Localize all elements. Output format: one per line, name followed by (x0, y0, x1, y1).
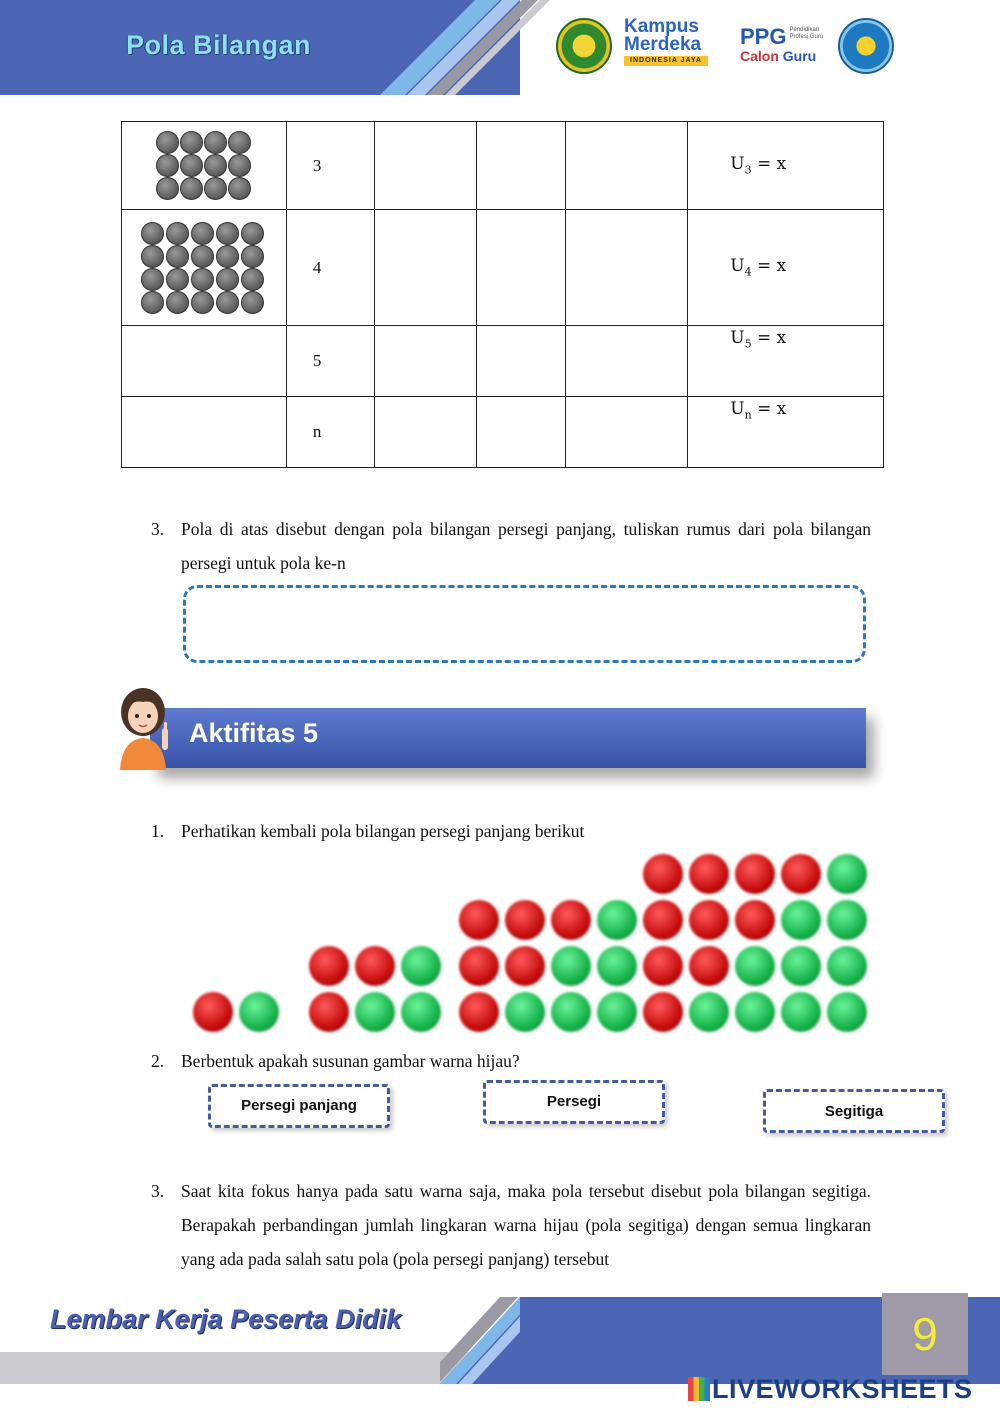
grey-dot (180, 177, 203, 200)
grey-dot (191, 268, 214, 291)
formula-cell[interactable]: $U_n = x$ (688, 397, 884, 468)
blank-cell[interactable] (374, 210, 476, 326)
option-persegi-panjang-button[interactable]: Persegi panjang (208, 1084, 390, 1128)
green-bead (401, 946, 441, 986)
red-bead (309, 992, 349, 1032)
blank-cell[interactable] (476, 397, 565, 468)
red-bead (355, 946, 395, 986)
kampus-merdeka-logo (624, 18, 719, 70)
item-text: Berbentuk apakah susunan gambar warna hijau? (181, 1051, 520, 1071)
grey-dot (191, 245, 214, 268)
green-bead (781, 992, 821, 1032)
table-row (122, 210, 884, 326)
grey-dot (228, 131, 251, 154)
red-bead (643, 992, 683, 1032)
green-bead (735, 992, 775, 1032)
grey-dot (204, 177, 227, 200)
red-bead (643, 900, 683, 940)
girl-pointing-icon (116, 684, 178, 770)
grey-dot (241, 222, 264, 245)
item-text: Saat kita fokus hanya pada satu warna saja, maka pola tersebut disebut pola bilangan segitiga. Berapakah perbandingan jumlah lingkaran warna hijau (pola segitiga) dengan semua lingkaran yang ada pada salah satu pola (pola persegi panjang) tersebut (181, 1181, 871, 1269)
red-bead (193, 992, 233, 1032)
pattern-table (121, 121, 884, 468)
item-text: Perhatikan kembali pola bilangan persegi panjang berikut (181, 821, 585, 841)
kampus-merdeka-text: Kampus Merdeka (624, 16, 702, 55)
figure-cell (122, 122, 287, 210)
red-bead (643, 854, 683, 894)
n-cell: 4 (286, 210, 374, 326)
grey-dot-figure (141, 222, 266, 314)
green-bead (597, 946, 637, 986)
green-bead (827, 854, 867, 894)
green-bead (735, 946, 775, 986)
table-row (122, 397, 884, 468)
figure-cell[interactable] (122, 326, 287, 397)
blank-cell[interactable] (476, 326, 565, 397)
green-bead (689, 992, 729, 1032)
grey-dot (216, 222, 239, 245)
grey-dot (204, 154, 227, 177)
grey-dot (166, 268, 189, 291)
green-bead (597, 900, 637, 940)
green-bead (551, 992, 591, 1032)
blank-cell[interactable] (566, 122, 688, 210)
formula-cell[interactable]: $U_3 = x$ (688, 122, 884, 210)
item-number: 2. (151, 1051, 165, 1071)
n-cell: 5 (286, 326, 374, 397)
liveworksheets-brand[interactable]: LIVEWORKSHEETS (688, 1374, 973, 1405)
formula-cell[interactable]: $U_5 = x$ (688, 326, 884, 397)
grey-dot (241, 291, 264, 314)
red-bead (459, 946, 499, 986)
calon-guru-text: Calon Guru (740, 48, 817, 64)
grey-dot (228, 177, 251, 200)
header-stripes (380, 0, 550, 95)
blank-cell[interactable] (374, 326, 476, 397)
red-bead (781, 854, 821, 894)
kampus-merdeka-tagline: INDONESIA JAYA (624, 56, 708, 66)
footer-title: Lembar Kerja Peserta Didik (50, 1304, 402, 1334)
grey-dot (166, 222, 189, 245)
n-cell: 3 (286, 122, 374, 210)
grey-dot (141, 222, 164, 245)
green-bead (239, 992, 279, 1032)
item-number: 3. (151, 1181, 165, 1201)
blank-cell[interactable] (566, 397, 688, 468)
grey-dot (228, 154, 251, 177)
grey-dot (166, 245, 189, 268)
grey-dot (141, 268, 164, 291)
green-bead (505, 992, 545, 1032)
formula-cell[interactable]: $U_4 = x$ (688, 210, 884, 326)
red-bead (689, 854, 729, 894)
answer-input[interactable] (183, 585, 866, 663)
blank-cell[interactable] (374, 397, 476, 468)
grey-dot (216, 245, 239, 268)
grey-dot (141, 291, 164, 314)
question-text: Pola di atas disebut dengan pola bilangan persegi panjang, tuliskan rumus dari pola bilangan persegi untuk pola ke-n (181, 519, 871, 573)
grey-dot (204, 131, 227, 154)
green-bead (597, 992, 637, 1032)
green-bead (401, 992, 441, 1032)
ppg-small-text: Pendidikan Profesi Guru (789, 27, 824, 40)
red-bead (643, 946, 683, 986)
ppg-logo (740, 24, 825, 64)
grey-dot (241, 245, 264, 268)
grey-dot (156, 177, 179, 200)
green-bead (827, 946, 867, 986)
green-bead (827, 992, 867, 1032)
grey-dot (141, 245, 164, 268)
red-bead (505, 946, 545, 986)
green-bead (781, 900, 821, 940)
item-number: 1. (151, 821, 165, 841)
grey-dot-figure (156, 131, 252, 200)
red-bead (689, 946, 729, 986)
blank-cell[interactable] (476, 122, 565, 210)
blank-cell[interactable] (566, 210, 688, 326)
grey-dot (216, 291, 239, 314)
n-cell: n (286, 397, 374, 468)
header-title: Pola Bilangan (126, 30, 312, 60)
grey-dot (191, 222, 214, 245)
blank-cell[interactable] (566, 326, 688, 397)
grey-dot (156, 154, 179, 177)
figure-cell (122, 210, 287, 326)
ppg-text: PPG (740, 24, 787, 49)
green-bead (551, 946, 591, 986)
green-bead (781, 946, 821, 986)
red-bead (459, 992, 499, 1032)
green-bead (355, 992, 395, 1032)
tut-wuri-logo-icon (838, 18, 894, 74)
red-bead (459, 900, 499, 940)
liveworksheets-icon (688, 1377, 710, 1401)
blank-cell[interactable] (374, 122, 476, 210)
table-row (122, 326, 884, 397)
grey-dot (156, 131, 179, 154)
blank-cell[interactable] (476, 210, 565, 326)
option-segitiga-button[interactable]: Segitiga (763, 1089, 945, 1133)
green-bead (827, 900, 867, 940)
red-bead (551, 900, 591, 940)
grey-dot (180, 131, 203, 154)
table-row (122, 122, 884, 210)
activity-title: Aktifitas 5 (189, 718, 319, 748)
grey-dot (180, 154, 203, 177)
red-bead (689, 900, 729, 940)
red-bead (309, 946, 349, 986)
grey-dot (216, 268, 239, 291)
grey-dot (166, 291, 189, 314)
red-bead (735, 900, 775, 940)
red-bead (735, 854, 775, 894)
option-persegi-button[interactable]: Persegi (483, 1080, 665, 1124)
grey-dot (191, 291, 214, 314)
grey-dot (241, 268, 264, 291)
red-bead (505, 900, 545, 940)
page-number: 9 (882, 1293, 968, 1375)
university-logo-icon (556, 18, 612, 74)
question-number: 3. (151, 519, 165, 539)
figure-cell[interactable] (122, 397, 287, 468)
